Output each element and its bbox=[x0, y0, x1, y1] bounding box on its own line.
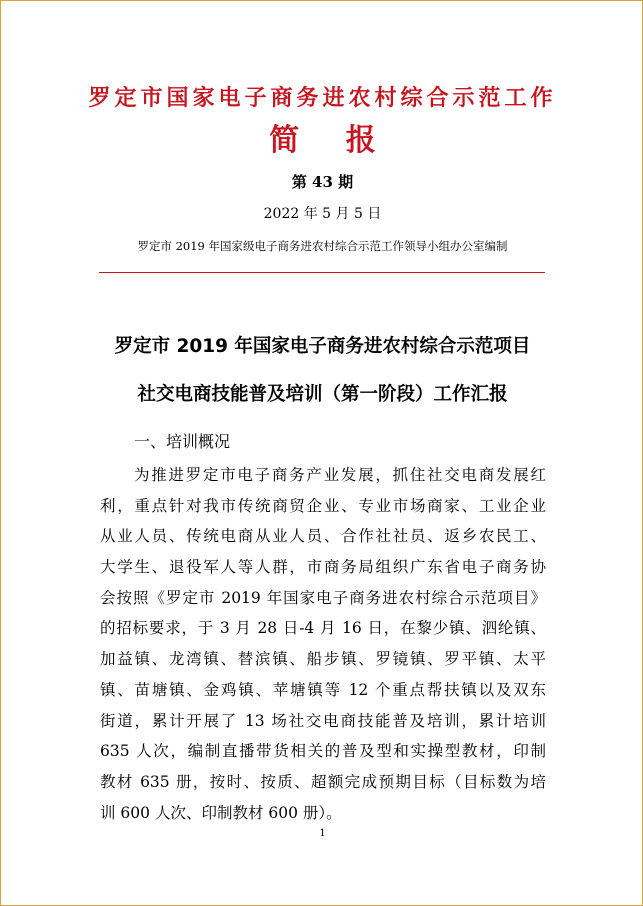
paragraph-line: 635 人次，编制直播带货相关的普及型和实操型教材，印制 bbox=[100, 742, 546, 761]
paragraph-line: 街道，累计开展了 13 场社交电商技能普及培训，累计培训 bbox=[100, 711, 546, 730]
body-paragraph bbox=[100, 460, 546, 828]
issue-date: 2022 年 5 月 5 日 bbox=[263, 206, 382, 222]
issue-number: 第 43 期 bbox=[291, 173, 354, 191]
document-title-line-2: 社交电商技能普及培训（第一阶段）工作汇报 bbox=[137, 384, 508, 405]
paragraph-line: 从业人员、传统电商从业人员、合作社社员、返乡农民工、 bbox=[100, 527, 546, 546]
page-number: 1 bbox=[319, 828, 326, 839]
bulletin-header-subtitle: 简 报 bbox=[269, 123, 394, 158]
paragraph-line: 训 600 人次、印制教材 600 册）。 bbox=[100, 803, 342, 822]
document-title-line-1: 罗定市 2019 年国家电子商务进农村综合示范项目 bbox=[114, 336, 531, 357]
paragraph-line: 加益镇、龙湾镇、替滨镇、船步镇、罗镜镇、罗平镇、太平 bbox=[100, 650, 546, 669]
paragraph-line: 为推进罗定市电子商务产业发展，抓住社交电商发展红 bbox=[134, 466, 546, 484]
editor-line: 罗定市 2019 年国家级电子商务进农村综合示范工作领导小组办公室编制 bbox=[137, 239, 508, 253]
header-divider bbox=[99, 272, 545, 273]
paragraph-line: 的招标要求，于 3 月 28 日-4 月 16 日，在黎少镇、泗纶镇、 bbox=[100, 619, 546, 638]
paragraph-line: 镇、苗塘镇、金鸡镇、苹塘镇等 12 个重点帮扶镇以及双东 bbox=[100, 680, 546, 699]
paragraph-line: 会按照《罗定市 2019 年国家电子商务进农村综合示范项目》 bbox=[100, 588, 546, 607]
bulletin-header-title: 罗定市国家电子商务进农村综合示范工作 bbox=[88, 85, 557, 111]
section-heading-training-overview: 一、培训概况 bbox=[134, 432, 231, 451]
paragraph-line: 大学生、退役军人等人群，市商务局组织广东省电子商务协 bbox=[100, 558, 546, 577]
paragraph-line: 利，重点针对我市传统商贸企业、专业市场商家、工业企业 bbox=[100, 496, 546, 515]
paragraph-line: 教材 635 册，按时、按质、超额完成预期目标（目标数为培 bbox=[100, 772, 546, 791]
